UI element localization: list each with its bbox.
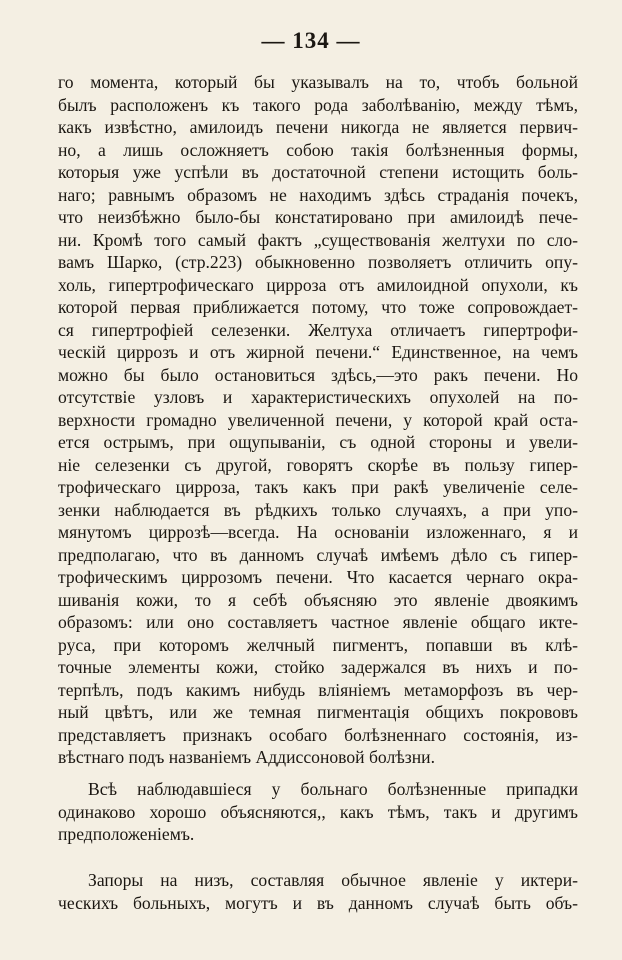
text-line: вѣстнаго подъ названіемъ Аддиссоновой болѣзни.	[58, 747, 435, 767]
text-line: но, а лишь осложняетъ собою такія болѣзненныя формы,	[58, 139, 578, 160]
text-line: какъ извѣстно, амилоидъ печени никогда не является первич-	[58, 117, 578, 137]
text-line: предполагаю, что въ данномъ случаѣ имѣемъ дѣло съ гипер-	[58, 544, 578, 565]
text-line: Всѣ наблюдавшіеся у больнаго болѣзненные припадки	[88, 779, 578, 799]
text-line: холь, гипертрофическаго цирроза отъ амилоидной опухоли, къ	[58, 274, 578, 295]
text-line: ется острымъ, при ощупываніи, съ одной стороны и увели-	[58, 432, 578, 452]
text-line: можно бы было остановиться здѣсь,—это ракъ печени. Но	[58, 364, 578, 385]
text-line: вамъ Шарко, (стр.223) обыкновенно позволяетъ отличить опу-	[58, 252, 578, 272]
text-line: былъ расположенъ къ такого рода заболѣванію, между тѣмъ,	[58, 94, 578, 115]
text-line: одинаково хорошо объясняются,, какъ тѣмъ, такъ и другимъ	[58, 801, 578, 822]
paragraph-1	[58, 71, 578, 769]
text-line: образомъ: или оно составляетъ частное явленіе общаго иктe-	[58, 612, 578, 632]
text-line: верхности громадно увеличенной печени, у которой край оста-	[58, 409, 578, 430]
text-line: трофическаго цирроза, такъ какъ при ракѣ увеличеніе селе-	[58, 477, 578, 497]
text-line: отсутствіе узловъ и характеристическихъ опухолей на по-	[58, 387, 578, 407]
text-line: зенки наблюдается въ рѣдкихъ только случаяхъ, а при упо-	[58, 499, 578, 520]
text-line: Запоры на низъ, составляя обычное явленіе у иктери-	[88, 870, 578, 890]
paragraph-3	[58, 869, 578, 914]
text-line: ніе селезенки съ другой, говорятъ скорѣе въ пользу гипер-	[58, 454, 578, 475]
text-line: трофическимъ циррозомъ печени. Что касается чернаго окра-	[58, 567, 578, 587]
text-line: которой первая приближается потому, что тоже сопровождает-	[58, 297, 578, 317]
text-line: точные элементы кожи, стойко задержался въ нихъ и по-	[58, 657, 578, 677]
text-line: шиванія кожи, то я себѣ объясняю это явленіе двоякимъ	[58, 589, 578, 610]
text-line: что неизбѣжно было-бы констатировано при амилоидѣ пече-	[58, 207, 578, 227]
text-line: представляетъ признакъ особаго болѣзненнаго состоянія, из-	[58, 724, 578, 745]
text-line: ный цвѣтъ, или же темная пигментація общихъ покрововъ	[58, 702, 578, 722]
text-line: руса, при которомъ желчный пигментъ, попавши въ клѣ-	[58, 634, 578, 655]
text-line: ческихъ больныхъ, могутъ и въ данномъ случаѣ быть объ-	[58, 892, 578, 913]
text-line: ческій циррозъ и отъ жирной печени.“ Единственное, на чемъ	[58, 342, 578, 362]
text-line: мянутомъ циррозѣ—всегда. На основаніи изложеннаго, я и	[58, 522, 578, 542]
text-line: которыя уже успѣли въ достаточной степени истощить боль-	[58, 162, 578, 182]
text-line: предположеніемъ.	[58, 824, 195, 844]
text-line: ся гипертрофіей селезенки. Желтуха отличаетъ гипертрофи-	[58, 319, 578, 340]
text-line: го момента, который бы указывалъ на то, чтобъ больной	[58, 72, 578, 92]
paragraph-2	[58, 778, 578, 846]
text-line: ни. Кромѣ того самый фактъ „существованія желтухи по сло-	[58, 229, 578, 250]
text-line: наго; равнымъ образомъ не находимъ здѣсь страданія почекъ,	[58, 184, 578, 205]
page-number: — 134 —	[261, 28, 361, 53]
text-line: терпѣлъ, подъ какимъ нибудь вліяніемъ метаморфозъ въ чер-	[58, 679, 578, 700]
